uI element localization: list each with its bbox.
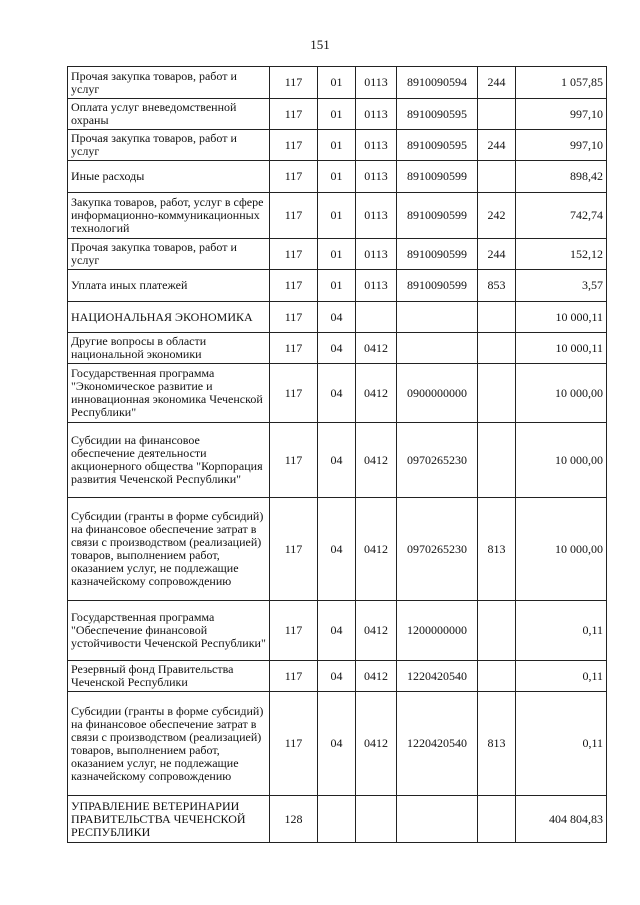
row-name: Уплата иных платежей [68, 270, 270, 302]
row-code: 117 [270, 99, 318, 130]
table-row [68, 423, 607, 498]
row-subsection: 0113 [356, 270, 397, 302]
row-section: 01 [318, 67, 356, 99]
row-code: 117 [270, 302, 318, 333]
row-name: Оплата услуг вневедомственной охраны [68, 99, 270, 130]
table-row [68, 796, 607, 843]
row-amount: 10 000,00 [516, 498, 607, 601]
row-target [397, 333, 478, 364]
budget-table [67, 66, 607, 843]
row-subsection: 0412 [356, 601, 397, 661]
table-row [68, 692, 607, 796]
row-subsection: 0412 [356, 364, 397, 423]
row-name: НАЦИОНАЛЬНАЯ ЭКОНОМИКА [68, 302, 270, 333]
row-kind [478, 333, 516, 364]
table-row [68, 270, 607, 302]
row-code: 117 [270, 239, 318, 270]
row-target [397, 302, 478, 333]
row-name: Субсидии (гранты в форме субсидий) на финансовое обеспечение затрат в связи с производством (реализацией) товаров, выполнением работ, оказанием услуг, не подлежащие казначейскому сопровождению [68, 692, 270, 796]
row-code: 117 [270, 333, 318, 364]
row-target: 8910090599 [397, 270, 478, 302]
row-subsection [356, 302, 397, 333]
row-target: 1220420540 [397, 692, 478, 796]
row-subsection: 0113 [356, 67, 397, 99]
row-kind: 244 [478, 130, 516, 161]
row-kind [478, 601, 516, 661]
row-amount: 1 057,85 [516, 67, 607, 99]
row-amount: 997,10 [516, 99, 607, 130]
row-target: 8910090595 [397, 99, 478, 130]
table-row [68, 661, 607, 692]
row-name: Другие вопросы в области национальной экономики [68, 333, 270, 364]
row-target: 0970265230 [397, 498, 478, 601]
row-subsection [356, 796, 397, 843]
row-amount: 10 000,11 [516, 333, 607, 364]
row-amount: 152,12 [516, 239, 607, 270]
row-amount: 0,11 [516, 601, 607, 661]
row-name: Иные расходы [68, 161, 270, 193]
row-amount: 997,10 [516, 130, 607, 161]
row-section: 04 [318, 423, 356, 498]
row-amount: 898,42 [516, 161, 607, 193]
row-code: 117 [270, 661, 318, 692]
row-kind: 853 [478, 270, 516, 302]
row-subsection: 0113 [356, 161, 397, 193]
row-target: 0970265230 [397, 423, 478, 498]
row-subsection: 0412 [356, 661, 397, 692]
row-name: Субсидии на финансовое обеспечение деятельности акционерного общества "Корпорация развития Чеченской Республики" [68, 423, 270, 498]
row-section: 04 [318, 333, 356, 364]
row-code: 117 [270, 498, 318, 601]
row-section: 04 [318, 498, 356, 601]
row-code: 117 [270, 692, 318, 796]
row-kind: 244 [478, 239, 516, 270]
row-subsection: 0113 [356, 99, 397, 130]
row-amount: 742,74 [516, 193, 607, 239]
row-target: 8910090594 [397, 67, 478, 99]
row-name: УПРАВЛЕНИЕ ВЕТЕРИНАРИИ ПРАВИТЕЛЬСТВА ЧЕЧЕНСКОЙ РЕСПУБЛИКИ [68, 796, 270, 843]
table-row [68, 302, 607, 333]
table-row [68, 130, 607, 161]
row-amount: 10 000,00 [516, 364, 607, 423]
row-target [397, 796, 478, 843]
row-kind: 242 [478, 193, 516, 239]
row-kind [478, 423, 516, 498]
row-section: 01 [318, 161, 356, 193]
row-subsection: 0412 [356, 423, 397, 498]
row-subsection: 0113 [356, 193, 397, 239]
row-name: Прочая закупка товаров, работ и услуг [68, 67, 270, 99]
table-row [68, 498, 607, 601]
row-code: 117 [270, 67, 318, 99]
row-section: 01 [318, 99, 356, 130]
row-name: Резервный фонд Правительства Чеченской Республики [68, 661, 270, 692]
table-row [68, 239, 607, 270]
row-subsection: 0113 [356, 130, 397, 161]
row-name: Государственная программа "Обеспечение финансовой устойчивости Чеченской Республики" [68, 601, 270, 661]
row-code: 117 [270, 130, 318, 161]
row-kind: 813 [478, 692, 516, 796]
row-target: 8910090599 [397, 193, 478, 239]
row-section: 01 [318, 193, 356, 239]
row-target: 0900000000 [397, 364, 478, 423]
table-row [68, 364, 607, 423]
row-kind [478, 161, 516, 193]
row-name: Государственная программа "Экономическое развитие и инновационная экономика Чеченской Республики" [68, 364, 270, 423]
row-name: Прочая закупка товаров, работ и услуг [68, 130, 270, 161]
table-row [68, 193, 607, 239]
row-section: 04 [318, 601, 356, 661]
row-target: 1200000000 [397, 601, 478, 661]
row-section [318, 796, 356, 843]
row-code: 117 [270, 161, 318, 193]
row-name: Субсидии (гранты в форме субсидий) на финансовое обеспечение затрат в связи с производством (реализацией) товаров, выполнением работ, оказанием услуг, не подлежащие казначейскому сопровождению [68, 498, 270, 601]
row-code: 117 [270, 270, 318, 302]
row-kind [478, 796, 516, 843]
row-amount: 10 000,11 [516, 302, 607, 333]
row-target: 8910090599 [397, 161, 478, 193]
table-row [68, 601, 607, 661]
row-subsection: 0412 [356, 692, 397, 796]
row-kind [478, 99, 516, 130]
row-section: 04 [318, 302, 356, 333]
table-row [68, 99, 607, 130]
table-row [68, 161, 607, 193]
row-section: 01 [318, 130, 356, 161]
row-code: 117 [270, 193, 318, 239]
row-target: 8910090595 [397, 130, 478, 161]
row-kind: 813 [478, 498, 516, 601]
table-row [68, 67, 607, 99]
row-subsection: 0412 [356, 333, 397, 364]
row-kind [478, 364, 516, 423]
row-amount: 0,11 [516, 661, 607, 692]
row-code: 117 [270, 364, 318, 423]
page-number: 151 [310, 37, 330, 52]
row-kind: 244 [478, 67, 516, 99]
row-section: 01 [318, 270, 356, 302]
row-amount: 404 804,83 [516, 796, 607, 843]
row-target: 8910090599 [397, 239, 478, 270]
row-subsection: 0113 [356, 239, 397, 270]
row-subsection: 0412 [356, 498, 397, 601]
row-code: 128 [270, 796, 318, 843]
row-amount: 0,11 [516, 692, 607, 796]
row-amount: 10 000,00 [516, 423, 607, 498]
row-code: 117 [270, 601, 318, 661]
row-code: 117 [270, 423, 318, 498]
row-section: 04 [318, 364, 356, 423]
table-row [68, 333, 607, 364]
row-kind [478, 302, 516, 333]
row-section: 01 [318, 239, 356, 270]
row-kind [478, 661, 516, 692]
row-target: 1220420540 [397, 661, 478, 692]
row-section: 04 [318, 692, 356, 796]
row-section: 04 [318, 661, 356, 692]
row-amount: 3,57 [516, 270, 607, 302]
row-name: Закупка товаров, работ, услуг в сфере информационно-коммуникационных технологий [68, 193, 270, 239]
row-name: Прочая закупка товаров, работ и услуг [68, 239, 270, 270]
